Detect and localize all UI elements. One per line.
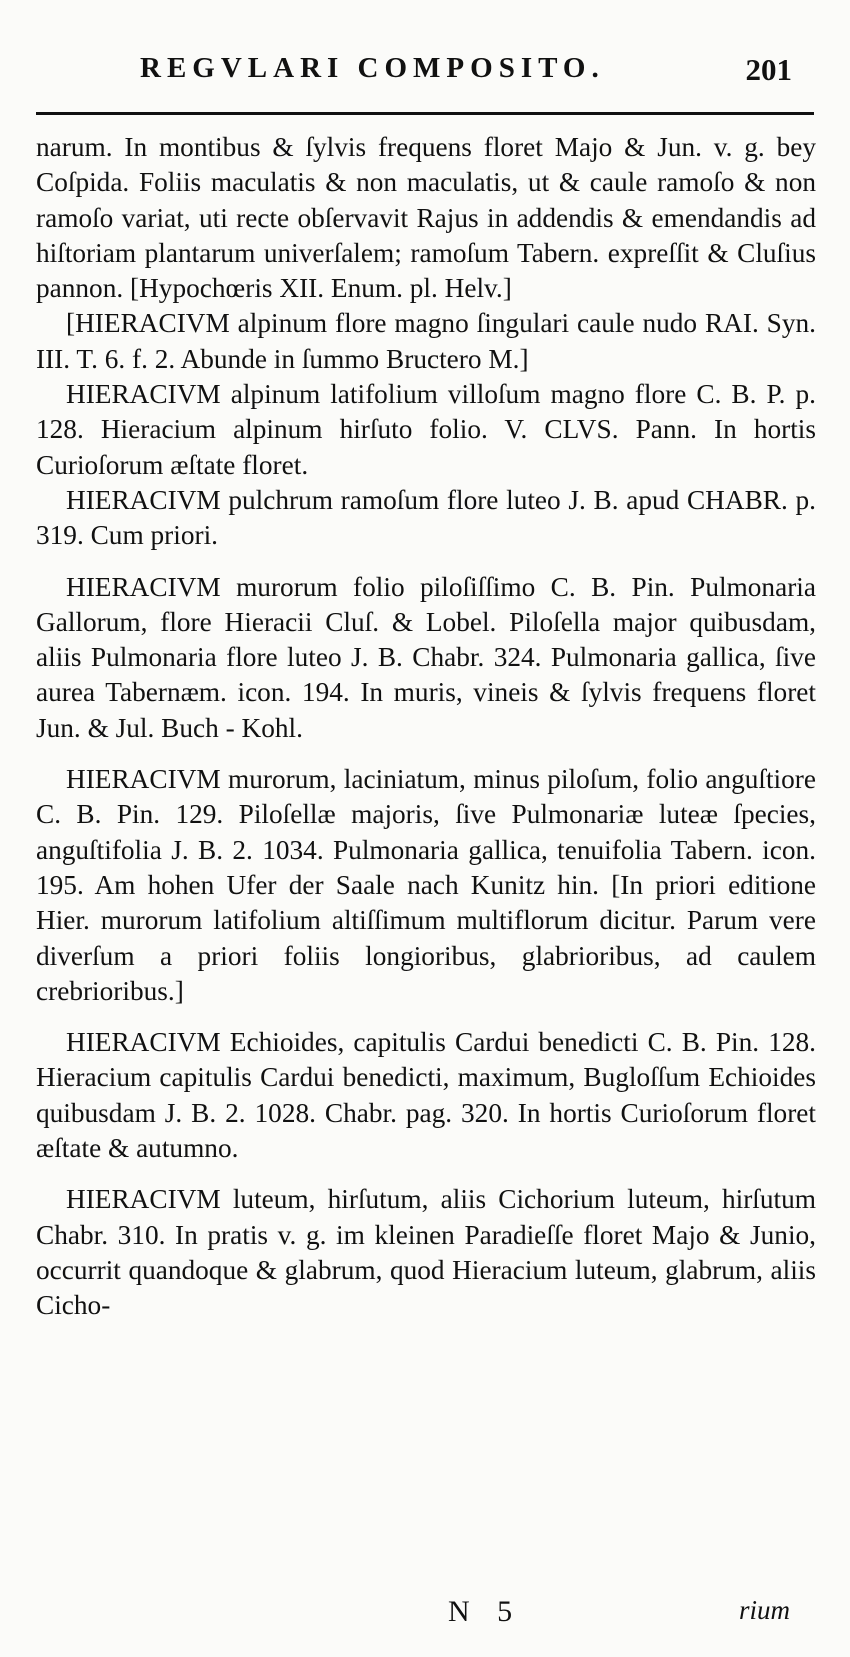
entry-hieracium-luteum: HIERACIVM luteum, hirſutum, aliis Cichorium luteum, hirſutum Chabr. 310. In pratis v. g. im kleinen Paradieſſe floret Majo & Junio, occurrit quandoque & glabrum, quod Hieracium luteum, glabrum, aliis Cicho- [36,1184,816,1321]
signature-mark: N 5 [448,1595,523,1628]
paragraph-continuation: narum. In montibus & ſylvis frequens floret Majo & Jun. v. g. bey Coſpida. Foliis maculatis & non maculatis, ut & caule ramoſo & non ramoſo variat, uti recte obſervavit Rajus in addendis & emendandis ad hiſtoriam plantarum univerſalem; ramoſum Tabern. expreſſit & Cluſius pannon. [Hypochœris XII. Enum. pl. Helv.] [36,132,816,304]
entry-hieracium-alpinum-flore-magno: [HIERACIVM alpinum flore magno ſingulari caule nudo RAI. Syn. III. T. 6. f. 2. Abunde in ſummo Bructero M.] [36,308,816,374]
entry-hieracium-alpinum-latifolium: HIERACIVM alpinum latifolium villoſum magno flore C. B. P. p. 128. Hieracium alpinum hirſuto folio. V. CLVS. Pann. In hortis Curioſorum æſtate floret. [36,379,816,480]
entry-hieracium-murorum-laciniatum: HIERACIVM murorum, laciniatum, minus piloſum, folio anguſtiore C. B. Pin. 129. Piloſellæ majoris, ſive Pulmonariæ luteæ ſpecies, anguſtifolia J. B. 2. 1034. Pulmonaria gallica, tenuifolia Tabern. icon. 195. Am hohen Ufer der Saale nach Kunitz hin. [In priori editione Hier. murorum latifolium altiſſimum multiflorum dicitur. Parum vere diverſum a priori foliis longioribus, glabrioribus, ad caulem crebrioribus.] [36,764,816,1006]
page-number: 201 [745,52,792,87]
entry-hieracium-echioides: HIERACIVM Echioides, capitulis Cardui benedicti C. B. Pin. 128. Hieracium capitulis Cardui benedicti, maximum, Bugloſſum Echioides quibusdam J. B. 2. 1028. Chabr. pag. 320. In hortis Curioſorum floret æſtate & autumno. [36,1027,816,1164]
header-rule [36,112,814,115]
entry-hieracium-pulchrum: HIERACIVM pulchrum ramoſum flore luteo J. B. apud CHABR. p. 319. Cum priori. [36,484,816,551]
running-title: REGVLARI COMPOSITO. [140,52,605,84]
catchword: rium [738,1595,790,1625]
page-body [36,130,816,1324]
entry-hieracium-murorum: HIERACIVM murorum folio piloſiſſimo C. B. Pin. Pulmonaria Gallorum, flore Hieracii Cluſ. & Lobel. Piloſella major quibusdam, aliis Pulmonaria flore luteo J. B. Chabr. 324. Pulmonaria gallica, ſive aurea Tabernæm. icon. 194. In muris, vineis & ſylvis frequens floret Jun. & Jul. Buch - Kohl. [36,571,816,743]
page-footer [0,1595,850,1639]
page-header [0,52,850,102]
